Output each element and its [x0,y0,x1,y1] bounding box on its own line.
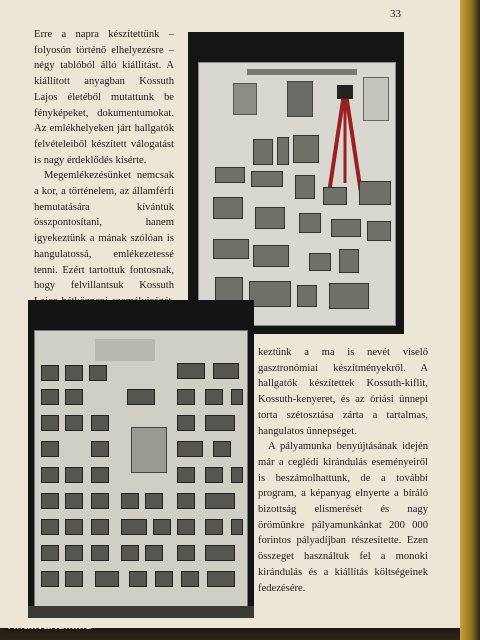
exhibition-photo-bottom [28,300,254,618]
paragraph: Megemlékezésünket nemcsak a kor, a történelem, az államférfi hemutatására kívántuk összpontosítani, hanem igyekeztünk a mának szólóan is hangulatossá, emlékezetessé tenni. Ezért tartottuk fontosnak, hogy felvillantsuk Kossuth [34,170,174,292]
text-column-left [34,27,174,341]
watermark: Antikvarium.hu [8,620,93,632]
paragraph: Erre a napra készítettünk – folyosón történő elhelyezésre – négy tablóból álló kiállítást. A kiállított anyagban Kossuth Lajos életéből mutattunk be fényképeket, dokumentumokat. Az emlékhelyeken járt hallgatók felvételeiből készített válogatást is nagy érdeklődés kísérte. [34,29,174,166]
paragraph: A pályamunka benyújtásának idején már a ceglédi kirándulás eseményeiről is beszámolhattunk, de a további program, a képanyag elnyerte a bíráló bizottság elismerését és nagy örömünkre pályamunkánkat 200 000 forintos pályadíjban részesítette. Ezen összeget használtuk fel a monoki kirándulás és a kiállítás költségeinek fedezésére. [258,441,428,594]
page-number: 33 [390,8,401,20]
portrait-image [131,427,167,473]
floor [28,606,254,618]
easel-drawing [325,83,365,195]
board-title-strip [247,69,357,75]
paragraph: keztünk a ma is nevét viselő gasztronómiai készítményekről. A hallgatók készítettek Kossuth-kiflit, Kossuth-kenyeret, és az óriási ünnepi torta szétosztása zárta a tartalmas, hangulatos ünnepséget. [258,347,428,437]
text-column-right [258,345,428,596]
portrait-image [287,81,313,117]
document-image [363,77,389,121]
exhibition-photo-top [188,32,404,334]
coat-of-arms-image [233,83,257,115]
exhibition-board [34,330,248,610]
book-edge [460,0,480,640]
board-title-plate [95,339,155,361]
exhibition-board [198,62,396,326]
